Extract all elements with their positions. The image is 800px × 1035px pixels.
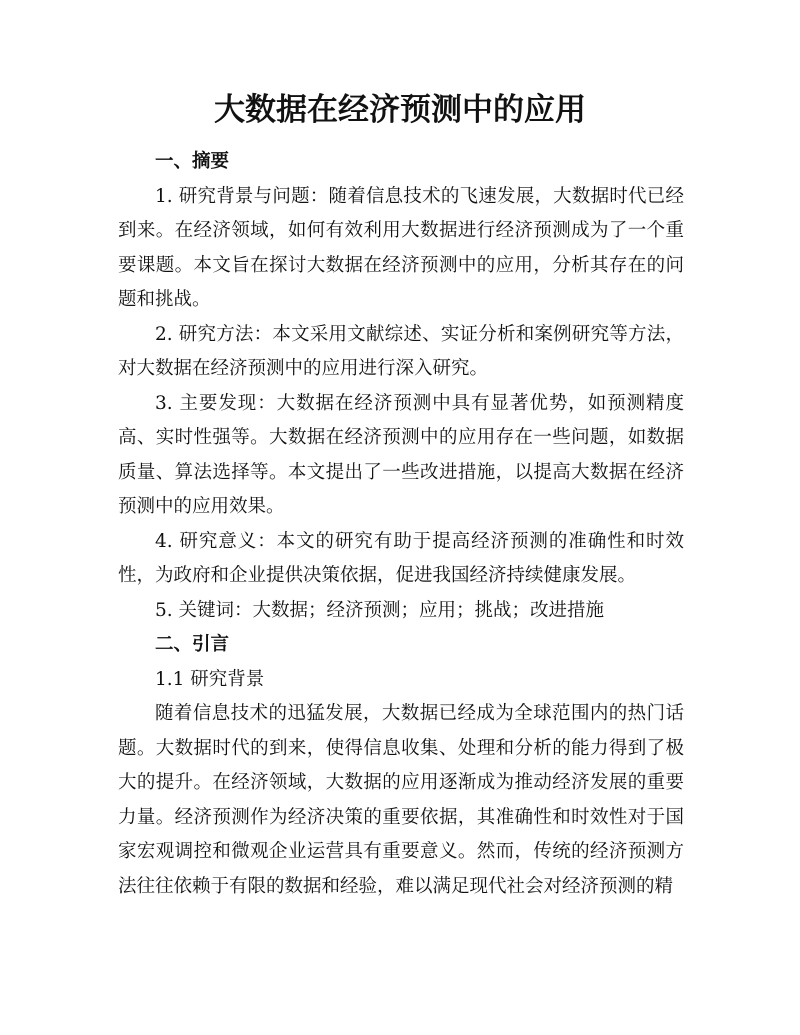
abstract-item-keywords: 5. 关键词：大数据；经济预测；应用；挑战；改进措施	[155, 599, 605, 621]
document-body	[118, 145, 684, 904]
document-title: 大数据在经济预测中的应用	[214, 92, 586, 128]
abstract-item-findings: 3. 主要发现：大数据在经济预测中具有显著优势，如预测精度高、实时性强等。大数据在经济预测中的应用存在一些问题，如数据质量、算法选择等。本文提出了一些改进措施，以提高大数据在经济预测中的应用效果。	[118, 392, 684, 517]
intro-paragraph: 随着信息技术的迅猛发展，大数据已经成为全球范围内的热门话题。大数据时代的到来，使得信息收集、处理和分析的能力得到了极大的提升。在经济领域，大数据的应用逐渐成为推动经济发展的重要力量。经济预测作为经济决策的重要依据，其准确性和时效性对于国家宏观调控和微观企业运营具有重要意义。然而，传统的经济预测方法往往依赖于有限的数据和经验，难以满足现代社会对经济预测的精	[118, 703, 684, 897]
subsection-heading-background: 1.1 研究背景	[155, 668, 265, 690]
abstract-item-methods: 2. 研究方法：本文采用文献综述、实证分析和案例研究等方法，对大数据在经济预测中的应用进行深入研究。	[118, 323, 684, 379]
section-heading-abstract: 一、摘要	[155, 151, 230, 172]
section-heading-intro: 二、引言	[155, 634, 230, 655]
abstract-item-background: 1. 研究背景与问题：随着信息技术的飞速发展，大数据时代已经到来。在经济领域，如何有效利用大数据进行经济预测成为了一个重要课题。本文旨在探讨大数据在经济预测中的应用，分析其存在的问题和挑战。	[118, 185, 684, 310]
abstract-item-significance: 4. 研究意义：本文的研究有助于提高经济预测的准确性和时效性，为政府和企业提供决策依据，促进我国经济持续健康发展。	[118, 530, 684, 586]
